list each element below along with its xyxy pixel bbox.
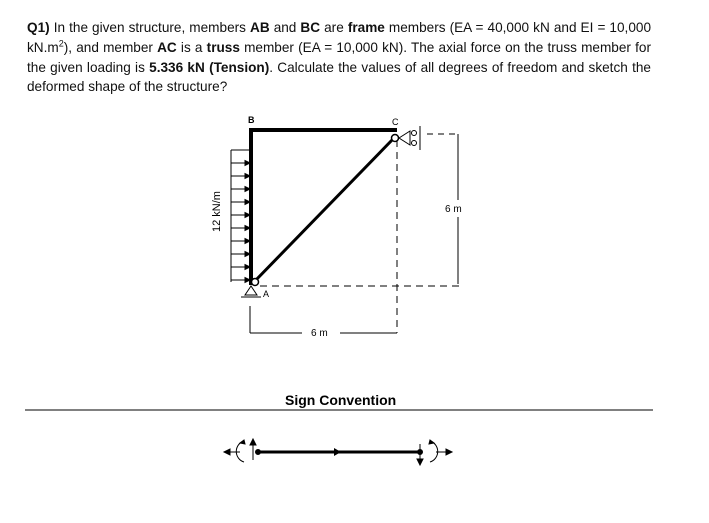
node-a-label: A — [263, 289, 270, 299]
node-a-hinge — [252, 279, 259, 286]
question-part: are — [320, 20, 348, 35]
question-part: members (EA = 40,000 kN and EI = 10,000 kN.m — [27, 20, 652, 55]
load-arrows — [231, 161, 250, 283]
pin-support-a — [241, 286, 261, 297]
sign-convention-diagram — [224, 439, 452, 465]
dim-horizontal-label: 6 m — [311, 328, 328, 339]
dimension-lines — [250, 134, 460, 333]
question-part: and — [269, 20, 301, 35]
question-part: is a — [176, 39, 207, 55]
load-label: 12 kN/m — [211, 191, 223, 232]
axial-force-value: 5.336 kN (Tension) — [149, 59, 270, 75]
superscript: 2 — [58, 38, 64, 49]
frame-keyword: frame — [347, 20, 385, 35]
member-bc: BC — [300, 20, 321, 35]
dim-vertical-label: 6 m — [445, 204, 462, 215]
distributed-load — [231, 150, 250, 283]
question-part: . Calculate the values of all degrees of freedom and sketch the deformed shape of the structure? — [27, 59, 651, 95]
member-ac: AC — [157, 39, 177, 55]
question-part: In the given structure, members — [49, 20, 250, 35]
member-ac-line — [254, 138, 394, 282]
sign-convention-title: Sign Convention — [285, 392, 397, 408]
member-ab: AB — [250, 20, 270, 35]
truss-keyword: truss — [206, 39, 240, 55]
roller-support-c — [399, 126, 420, 150]
question-label: Q1) — [27, 20, 50, 35]
node-c-label: C — [392, 117, 399, 127]
node-b-label: B — [248, 115, 255, 125]
question-part: member (EA = 10,000 kN). The axial force on the truss member for the given loading is — [27, 39, 651, 75]
question-part: ), and member — [63, 39, 158, 55]
